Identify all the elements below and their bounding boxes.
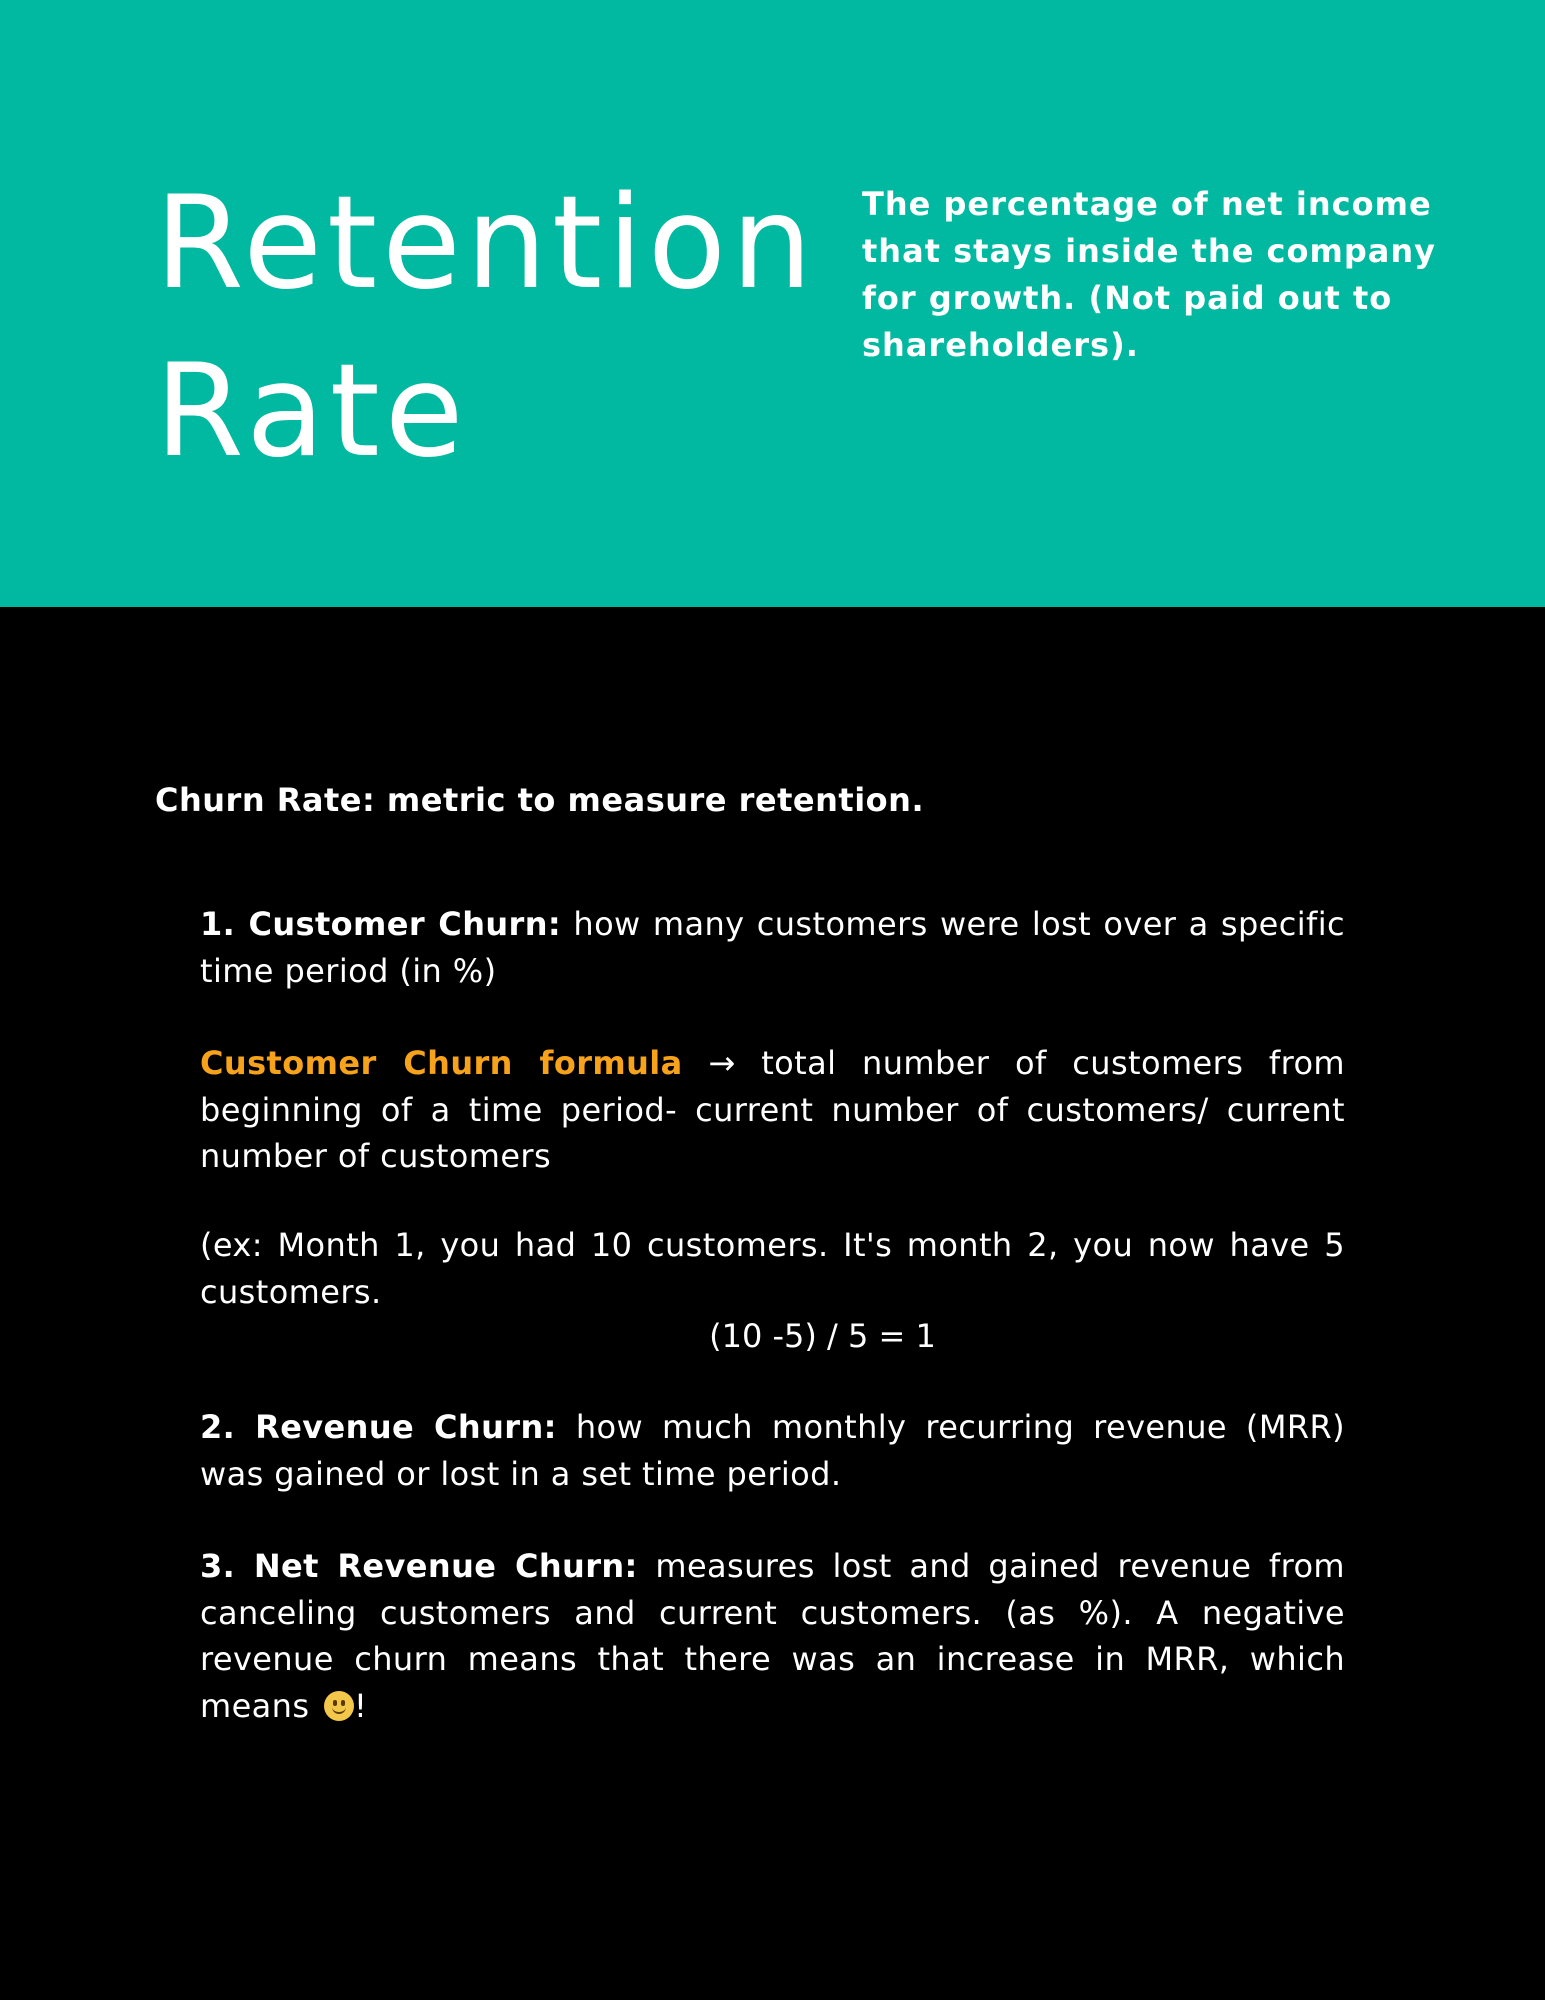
example-paragraph: (ex: Month 1, you had 10 customers. It's month 2, you now have 5 customers. <box>200 1226 1345 1311</box>
customer-churn-paragraph <box>200 901 1345 994</box>
formula-label: Customer Churn formula <box>200 1044 683 1082</box>
revenue-churn-paragraph <box>200 1404 1345 1497</box>
slightly-smiling-face-icon <box>324 1691 354 1721</box>
net-revenue-churn-paragraph <box>200 1543 1345 1729</box>
title-line-1: Retention <box>155 169 818 318</box>
description-line: The percentage of net income <box>862 185 1432 223</box>
customer-churn-text: how many customers were lost over a specific time period (in %) <box>200 905 1346 990</box>
customer-churn-label: 1. Customer Churn: <box>200 905 562 943</box>
formula-text: total number of customers from beginning of a time period- current number of customers/ current number of customers <box>200 1044 1345 1175</box>
page-title <box>155 160 817 496</box>
title-line-2: Rate <box>155 337 469 486</box>
formula-paragraph <box>200 1040 1345 1180</box>
net-revenue-churn-end: ! <box>354 1686 368 1725</box>
title-description <box>862 181 1462 369</box>
arrow-icon: → <box>682 1044 762 1082</box>
churn-rate-heading: Churn Rate: metric to measure retention. <box>155 781 925 819</box>
header-banner <box>0 0 1545 607</box>
net-revenue-churn-label: 3. Net Revenue Churn: <box>200 1547 638 1585</box>
example-equation: (10 -5) / 5 = 1 <box>709 1317 936 1355</box>
revenue-churn-label: 2. Revenue Churn: <box>200 1408 557 1446</box>
description-line: shareholders). <box>862 326 1139 364</box>
revenue-churn-text: how much monthly recurring revenue (MRR) was gained or lost in a set time period. <box>200 1408 1345 1493</box>
description-line: for growth. (Not paid out to <box>862 279 1393 317</box>
net-revenue-churn-text: measures lost and gained revenue from canceling customers and current customers. (as %). A negative revenue churn means that there was an increase in MRR, which means <box>200 1547 1346 1725</box>
description-line: that stays inside the company <box>862 232 1436 270</box>
